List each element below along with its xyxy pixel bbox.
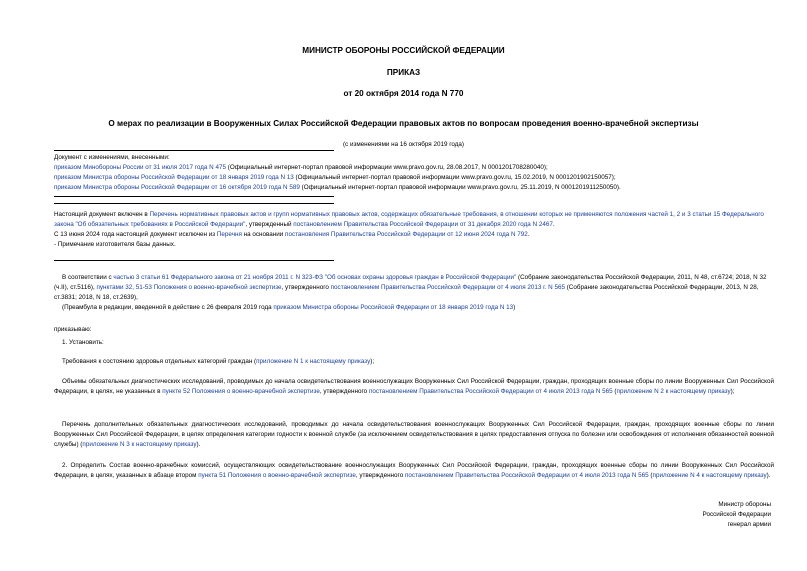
body-text: );: [730, 388, 735, 395]
status-text: , утвержденный: [245, 221, 294, 228]
appendix-2-link[interactable]: приложение N 2 к настоящему приказу: [616, 388, 731, 395]
change-link-1[interactable]: приказом Минобороны России от 31 июля 2017 года N 475: [54, 164, 226, 171]
body-text: 2. Определить Состав военно-врачебных комиссий, осуществляющих освидетельствование военнослужащих Вооруженных Сил Российской Федерации, граждан, проходящих военные сборы по линии Вооруженных Сил Российской Федерации, в целях, указанных в абзаце втором: [54, 462, 774, 479]
preamble: [54, 273, 774, 313]
preamble-text: В соответствии с: [62, 274, 114, 281]
preamble-text: (Преамбула в редакции, введенной в действие с 26 февраля 2019 года: [62, 304, 274, 311]
appendix-1-link[interactable]: приложение N 1 к настоящему приказу: [256, 358, 371, 365]
status-text: Настоящий документ включен в: [54, 211, 150, 218]
divider: [54, 203, 334, 204]
status-paragraph: [54, 210, 774, 230]
body-text: Объемы обязательных диагностических исследований, проводимых до начала освидетельствования военнослужащих Вооруженных Сил Российской Федерации, граждан, проходящих военные сборы по линии Вооруженных Сил Российской Федерации, в целях, не указанных в: [54, 378, 774, 395]
volumes-paragraph: [54, 377, 774, 397]
order-word: приказываю:: [54, 326, 92, 333]
item-1: 1. Установить:: [62, 339, 104, 346]
postanovlenie-565-link[interactable]: постановлением Правительства Российской Федерации от 4 июля 2013 г. N 565: [330, 284, 565, 291]
doc-type-heading: ПРИКАЗ: [386, 68, 421, 77]
preamble-edition-note: [54, 303, 774, 313]
status-block: [54, 210, 774, 250]
postanovlenie-565-link[interactable]: постановлением Правительства Российской Федерации от 4 июля 2013 года N 565: [368, 388, 613, 395]
punkt-52-link[interactable]: пункте 52 Положения о военно-врачебной экспертизе: [162, 388, 320, 395]
postanovlenie-792-link[interactable]: постановления Правительства Российской Федерации от 12 июня 2024 года N 792: [285, 231, 528, 238]
divider: [54, 196, 334, 197]
postanovlenie-2467-link[interactable]: постановлением Правительства Российской Федерации от 31 декабря 2020 года N 2467: [293, 221, 553, 228]
perechnya-link[interactable]: Перечня: [216, 231, 242, 238]
preamble-text: (Собрание законодательства Российской Федерации, 2011, N 48, ст.6724; 2018, N 32 (ч.II), ст.5116),: [54, 274, 767, 291]
body-text: (: [648, 472, 653, 479]
change-item: [54, 163, 774, 173]
body-text: ).: [766, 472, 771, 479]
divider: [54, 150, 334, 151]
status-text: .: [552, 221, 555, 228]
status-text: на основании: [241, 231, 286, 238]
status-text: С 13 июня 2024 года настоящий документ исключен из: [54, 231, 217, 238]
body-text: , утвержденного: [319, 388, 369, 395]
db-note: - Примечание изготовителя базы данных.: [54, 241, 176, 248]
punkt-51-link[interactable]: пункта 51 Положения о военно-врачебной экспертизе: [198, 472, 356, 479]
date-number-heading: от 20 октября 2014 года N 770: [343, 89, 464, 98]
status-text: .: [527, 231, 530, 238]
signature-line: генерал армии: [727, 521, 771, 528]
preamble-paragraph: [54, 273, 774, 303]
change-source-2: (Официальный интернет-портал правовой информации www.pravo.gov.ru, 15.02.2019, N 0001201902150057);: [293, 174, 616, 181]
order-13-link[interactable]: приказом Министра обороны Российской Федерации от 18 января 2019 года N 13: [273, 304, 514, 311]
punkty-32-link[interactable]: пунктами 32, 51-53 Положения о военно-врачебной экспертизе: [96, 284, 282, 291]
status-paragraph: [54, 230, 774, 240]
changes-block: [54, 153, 774, 193]
body-text: ).: [196, 441, 201, 448]
signature-line: Российской Федерации: [702, 511, 771, 518]
divider: [54, 260, 334, 261]
appendix-4-link[interactable]: приложение N 4 к настоящему приказу: [652, 472, 767, 479]
requirements-paragraph: [62, 357, 782, 367]
preamble-text: ): [513, 304, 516, 311]
change-source-3: (Официальный интернет-портал правовой информации www.pravo.gov.ru, 25.11.2019, N 0001201911250050).: [299, 184, 621, 191]
appendix-3-link[interactable]: приложение N 3 к настоящему приказу: [82, 441, 197, 448]
preamble-text: , утвержденного: [281, 284, 331, 291]
law-323-link[interactable]: частью 3 статьи 61 Федерального закона от 21 ноября 2011 г. N 323-ФЗ "Об основах охраны здоровья граждан в Российской Федерации": [113, 274, 517, 281]
body-text: , утвержденного: [355, 472, 405, 479]
changes-intro: Документ с изменениями, внесенными:: [54, 154, 170, 161]
ministry-heading: МИНИСТР ОБОРОНЫ РОССИЙСКОЙ ФЕДЕРАЦИИ: [302, 46, 505, 55]
body-text: );: [370, 358, 375, 365]
change-link-2[interactable]: приказом Министра обороны Российской Федерации от 18 января 2019 года N 13: [54, 174, 294, 181]
body-text: Перечень дополнительных обязательных диагностических исследований, проводимых до начала освидетельствования военнослужащих Вооруженных Сил Российской Федерации, граждан, проходящих военные сборы по линии Вооруженных Сил Российской Федерации, в целях определения категории годности к военной службе (за исключением освидетельствования в целях предоставления отпуска по болезни или освобождения от исполнения обязанностей военной службы) (: [54, 421, 774, 448]
perechen-link[interactable]: Перечень нормативных правовых актов и групп нормативных правовых актов, содержащих обязательные требования, в отношении которых не применяются положения частей 1, 2 и 3 статьи 15 Федерального закона "Об обязательных требованиях в Российской Федерации": [54, 211, 764, 228]
change-source-1: (Официальный интернет-портал правовой информации www.pravo.gov.ru, 28.08.2017, N 0001201708280040);: [225, 164, 548, 171]
change-link-3[interactable]: приказом Министра обороны Российской Федерации от 16 октября 2019 года N 589: [54, 184, 300, 191]
postanovlenie-565-link[interactable]: постановлением Правительства Российской Федерации от 4 июля 2013 года N 565: [404, 472, 649, 479]
preamble-text: (Собрание законодательства Российской Федерации, 2013, N 28, ст.3831; 2018, N 18, ст.2639),: [54, 284, 759, 301]
body-text: (: [612, 388, 617, 395]
document-title: О мерах по реализации в Вооруженных Силах Российской Федерации правовых актов по вопросам проведения военно-врачебной экспертизы: [108, 119, 699, 128]
body-text: Требования к состоянию здоровья отдельных категорий граждан (: [62, 358, 257, 365]
edition-note: (с изменениями на 16 октября 2019 года): [342, 141, 465, 148]
additional-list-paragraph: [54, 420, 774, 450]
change-item: [54, 183, 774, 193]
signature-block: [571, 500, 771, 530]
signature-line: Министр обороны: [718, 501, 771, 508]
change-item: [54, 173, 774, 183]
item-2-paragraph: [54, 461, 774, 481]
